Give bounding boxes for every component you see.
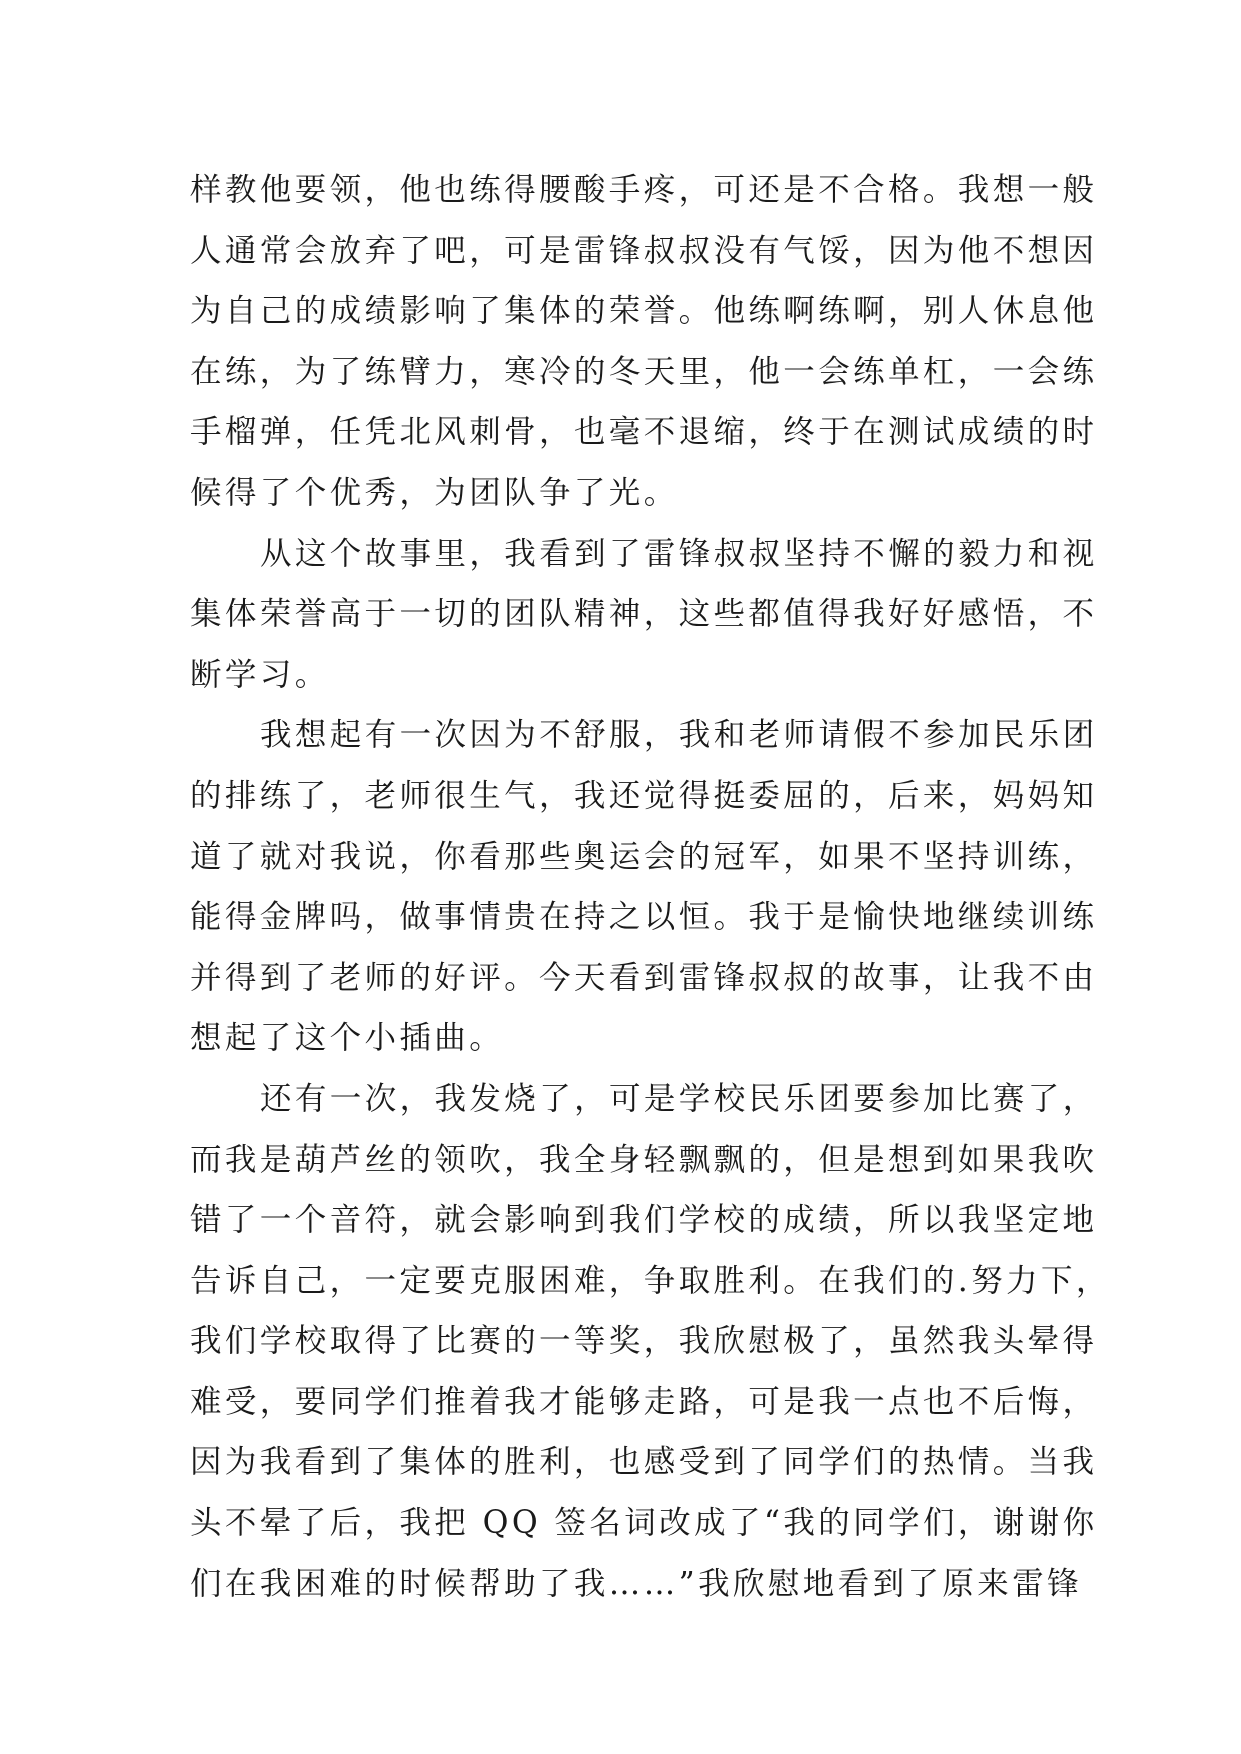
- text-line: 为自己的成绩影响了集体的荣誉。他练啊练啊，别人休息他: [190, 293, 1098, 330]
- text-line: 我们学校取得了比赛的一等奖，我欣慰极了，虽然我头晕得: [190, 1323, 1098, 1360]
- paragraph-start-line: 我想起有一次因为不舒服，我和老师请假不参加民乐团: [260, 717, 1098, 754]
- text-line: 而我是葫芦丝的领吹，我全身轻飘飘的，但是想到如果我吹: [190, 1141, 1098, 1178]
- text-line: 在练，为了练臂力，寒冷的冬天里，他一会练单杠，一会练: [190, 353, 1098, 390]
- text-line: 们在我困难的时候帮助了我……”我欣慰地看到了原来雷锋: [190, 1565, 1083, 1602]
- text-line: 告诉自己，一定要克服困难，争取胜利。在我们的.努力下，: [190, 1262, 1111, 1299]
- text-line: 因为我看到了集体的胜利，也感受到了同学们的热情。当我: [190, 1444, 1098, 1481]
- text-line: 错了一个音符，就会影响到我们学校的成绩，所以我坚定地: [190, 1202, 1098, 1239]
- text-line: 断学习。: [190, 656, 330, 693]
- text-line: 想起了这个小插曲。: [190, 1020, 505, 1057]
- text-line: 能得金牌吗，做事情贵在持之以恒。我于是愉快地继续训练: [190, 899, 1098, 936]
- paragraph-start-line: 还有一次，我发烧了，可是学校民乐团要参加比赛了，: [260, 1080, 1098, 1117]
- text-line: 并得到了老师的好评。今天看到雷锋叔叔的故事，让我不由: [190, 959, 1098, 996]
- text-line: 候得了个优秀，为团队争了光。: [190, 474, 679, 511]
- body-text: [190, 160, 1111, 1614]
- paragraph-start-line: 从这个故事里，我看到了雷锋叔叔坚持不懈的毅力和视: [260, 535, 1098, 572]
- text-line: 手榴弹，任凭北风刺骨，也毫不退缩，终于在测试成绩的时: [190, 414, 1098, 451]
- text-line: 人通常会放弃了吧，可是雷锋叔叔没有气馁，因为他不想因: [190, 232, 1098, 269]
- text-line: 难受，要同学们推着我才能够走路，可是我一点也不后悔，: [190, 1383, 1098, 1420]
- text-line: 集体荣誉高于一切的团队精神，这些都值得我好好感悟，不: [190, 596, 1098, 633]
- text-line: 的排练了，老师很生气，我还觉得挺委屈的，后来，妈妈知: [190, 777, 1098, 814]
- text-line: 道了就对我说，你看那些奥运会的冠军，如果不坚持训练，: [190, 838, 1098, 875]
- text-line: 头不晕了后，我把 QQ 签名词改成了“我的同学们，谢谢你: [190, 1505, 1098, 1542]
- text-line: 样教他要领，他也练得腰酸手疼，可还是不合格。我想一般: [190, 172, 1098, 208]
